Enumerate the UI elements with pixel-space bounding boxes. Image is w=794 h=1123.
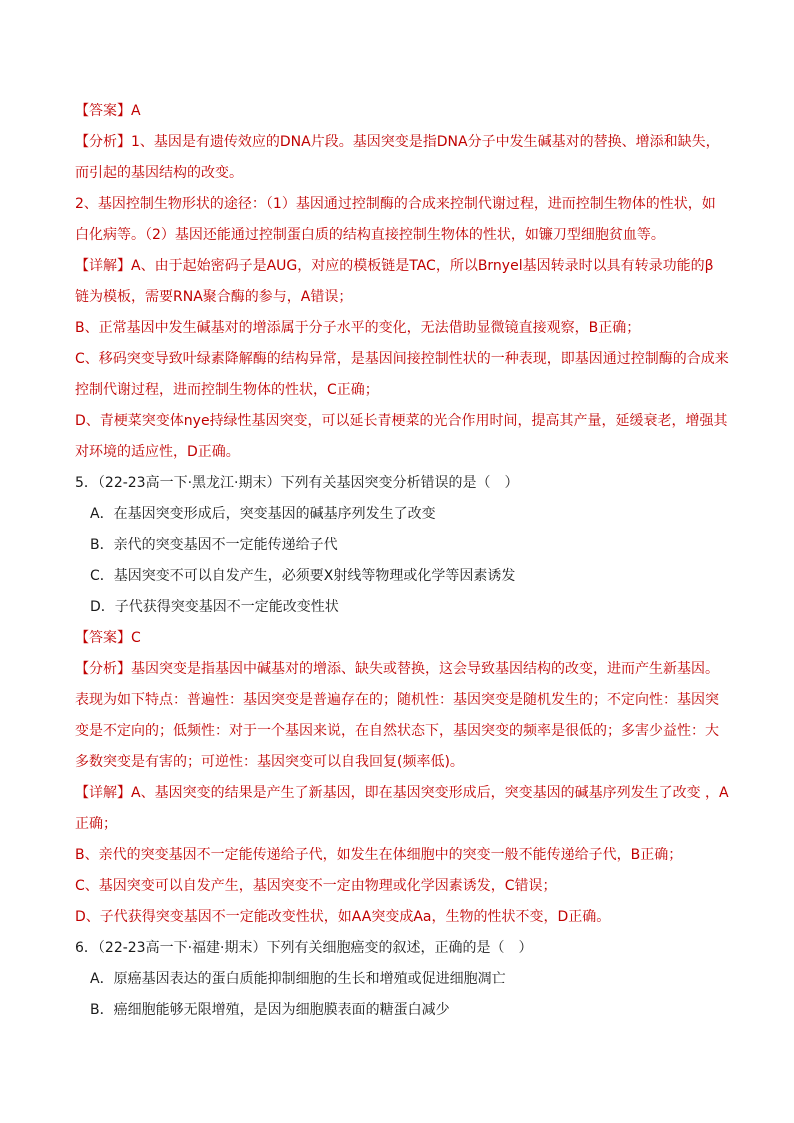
q5-detail-line-4: C、基因突变可以自发产生，基因突变不一定由物理或化学因素诱发，C错误；: [75, 878, 557, 894]
q5-detail-line-2: 正确；: [75, 816, 117, 832]
q4-detail-line-3: B、正常基因中发生碱基对的增添属于分子水平的变化，无法借助显微镜直接观察，B正确；: [75, 320, 641, 336]
q4-detail-line-1: [75, 256, 735, 276]
analysis-tag: 【分析】: [75, 661, 131, 677]
q5-stem: 5．（22-23高一下·黑龙江·期末）下列有关基因突变分析错误的是（ ）: [75, 475, 519, 491]
q4-answer-line: [75, 101, 735, 121]
q4-detail-line-6: D、青梗菜突变体nye持绿性基因突变，可以延长青梗菜的光合作用时间，提高其产量，延缓衰老，增强其: [75, 413, 728, 429]
q5-option-d: D．子代获得突变基因不一定能改变性状: [90, 599, 339, 615]
detail-text: A、由于起始密码子是AUG，对应的模板链是TAC，所以Brnyel基因转录时以具有转录功能的β: [131, 258, 714, 274]
q4-detail-line-4: C、移码突变导致叶绿素降解酶的结构异常，是基因间接控制性状的一种表现，即基因通过控制酶的合成来: [75, 351, 729, 367]
q5-detail-line-1: [75, 783, 735, 803]
answer-tag: 【答案】: [75, 630, 131, 646]
q6-option-b: B．癌细胞能够无限增殖，是因为细胞膜表面的糖蛋白减少: [90, 1002, 450, 1018]
analysis-tag: 【分析】: [75, 134, 131, 150]
q5-analysis-line-1: [75, 659, 735, 679]
q5-analysis-line-3: 变是不定向的；低频性：对于一个基因来说，在自然状态下，基因突变的频率是很低的；多害少益性：大: [75, 723, 719, 739]
q4-detail-line-5: 控制代谢过程，进而控制生物体的性状，C正确；: [75, 382, 379, 398]
q5-analysis-line-4: 多数突变是有害的；可逆性：基因突变可以自我回复(频率低)。: [75, 754, 464, 770]
q4-detail-line-2: 链为模板，需要RNA聚合酶的参与，A错误；: [75, 289, 353, 305]
analysis-text: 基因突变是指基因中碱基对的增添、缺失或替换，这会导致基因结构的改变，进而产生新基因。: [131, 661, 719, 677]
q4-analysis-line-1: [75, 132, 735, 152]
q6-stem: 6．（22-23高一下·福建·期末）下列有关细胞癌变的叙述，正确的是（ ）: [75, 940, 533, 956]
q5-option-c: C．基因突变不可以自发产生，必须要X射线等物理或化学等因素诱发: [90, 568, 516, 584]
q5-answer-line: [75, 628, 735, 648]
q5-detail-line-3: B、亲代的突变基因不一定能传递给子代，如发生在体细胞中的突变一般不能传递给子代，B正确；: [75, 847, 683, 863]
q4-analysis-line-2: 而引起的基因结构的改变。: [75, 165, 243, 181]
detail-text: A、基因突变的结果是产生了新基因，即在基因突变形成后，突变基因的碱基序列发生了改变 ，A: [131, 785, 729, 801]
q5-detail-line-5: D、子代获得突变基因不一定能改变性状，如AA突变成Aa，生物的性状不变，D正确。: [75, 909, 611, 925]
answer-tag: 【答案】: [75, 103, 131, 119]
detail-tag: 【详解】: [75, 258, 131, 274]
q6-option-a: A．原癌基因表达的蛋白质能抑制细胞的生长和增殖或促进细胞凋亡: [90, 971, 506, 987]
answer-value: A: [131, 103, 141, 119]
q5-analysis-line-2: 表现为如下特点：普遍性：基因突变是普遍存在的；随机性：基因突变是随机发生的；不定向性：基因突: [75, 692, 719, 708]
answer-value: C: [131, 630, 141, 646]
q4-analysis-line-3: 2、基因控制生物形状的途径：（1）基因通过控制酶的合成来控制代谢过程，进而控制生物体的性状，如: [75, 196, 716, 212]
analysis-text: 1、基因是有遗传效应的DNA片段。基因突变是指DNA分子中发生碱基对的替换、增添和缺失，: [131, 134, 720, 150]
q4-analysis-line-4: 白化病等。（2）基因还能通过控制蛋白质的结构直接控制生物体的性状，如镰刀型细胞贫血等。: [75, 227, 665, 243]
q4-detail-line-7: 对环境的适应性，D正确。: [75, 444, 240, 460]
q5-option-b: B．亲代的突变基因不一定能传递给子代: [90, 537, 338, 553]
detail-tag: 【详解】: [75, 785, 131, 801]
q5-option-a: A．在基因突变形成后，突变基因的碱基序列发生了改变: [90, 506, 436, 522]
